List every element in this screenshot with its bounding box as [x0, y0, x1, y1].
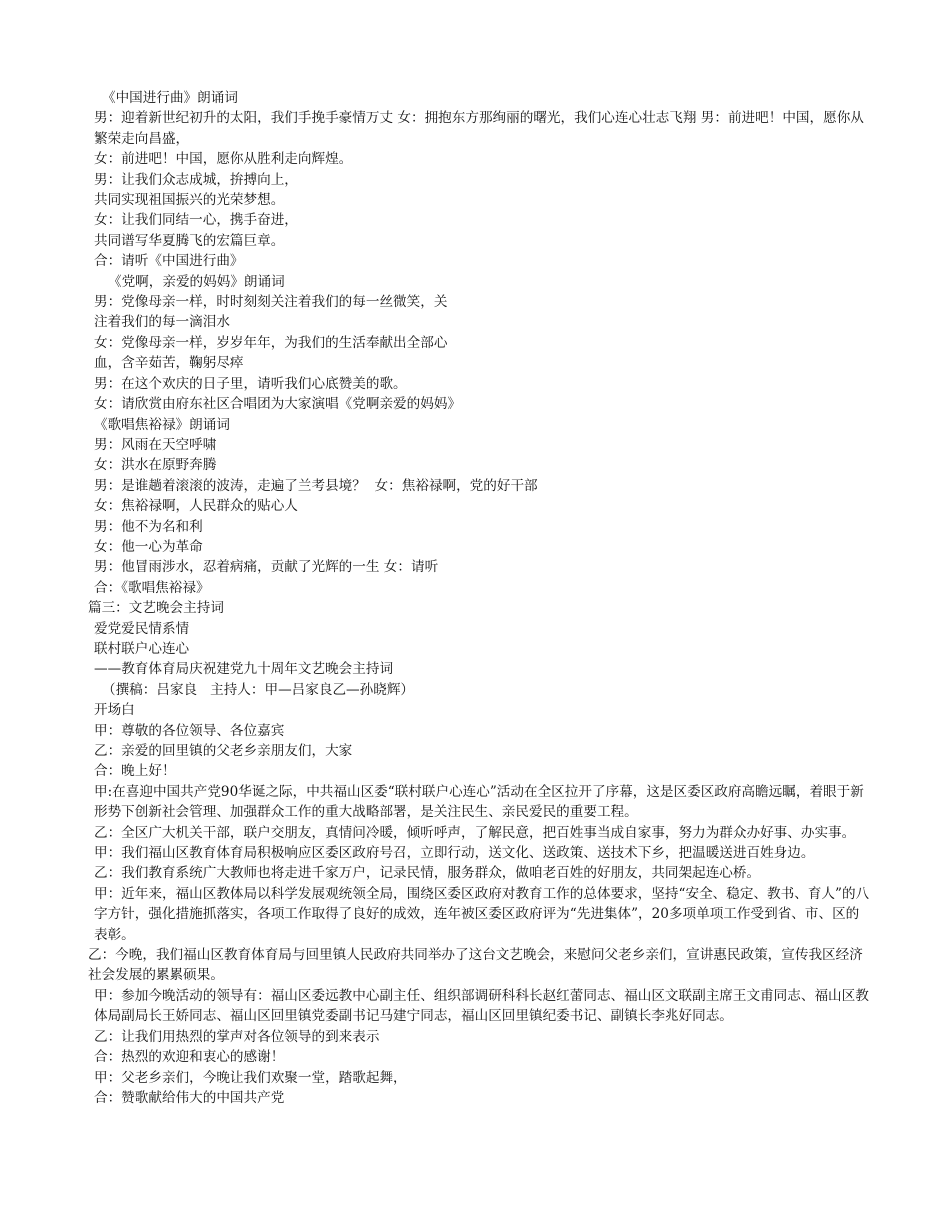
text-line: 男：风雨在天空呼啸 [94, 436, 217, 453]
section-heading: 篇三：文艺晚会主持词 [88, 600, 224, 617]
text-line: 合：《歌唱焦裕禄》 [94, 579, 210, 596]
text-line: 开场白 [94, 702, 135, 719]
text-line: 女：焦裕禄啊，人民群众的贴心人 [94, 498, 298, 515]
text-line: 联村联户心连心 [94, 640, 190, 657]
text-line: 女：党像母亲一样，岁岁年年，为我们的生活奉献出全部心 [94, 334, 448, 351]
document-page [88, 88, 870, 1108]
poem-title-jiao-yulu: 《歌唱焦裕禄》朗诵词 [94, 416, 230, 433]
text-line: 爱党爱民情系情 [94, 620, 190, 637]
text-line: 注着我们的每一滴泪水 [94, 314, 230, 331]
text-paragraph: 甲：近年来，福山区教体局以科学发展观统领全局，围绕区委区政府对教育工作的总体要求，坚持“安全、稳定、教书、育人”的八字方针，强化措施抓落实，各项工作取得了良好的成效，连年被区委区政府评为“先进集体”，20多项单项工作受到省、市、区的表彰。 [94, 885, 870, 943]
text-line: 共同谱写华夏腾飞的宏篇巨章。 [94, 232, 285, 249]
text-line: 乙：让我们用热烈的掌声对各位领导的到来表示 [94, 1028, 380, 1045]
text-paragraph: 甲:在喜迎中国共产党90华诞之际，中共福山区委“联村联户心连心”活动在全区拉开了序幕，这是区委区政府高瞻远瞩，着眼于新形势下创新社会管理、加强群众工作的重大战略部署，是关注民生、亲民爱民的重要工程。 [94, 783, 864, 821]
text-line: 女：让我们同结一心，携手奋进， [94, 212, 298, 229]
text-line: 男：党像母亲一样，时时刻刻关注着我们的每一丝微笑，关 [94, 294, 448, 311]
text-paragraph: 乙：我们教育系统广大教师也将走进千家万户，记录民情，服务群众，做咱老百姓的好朋友，共同架起连心桥。 [94, 865, 761, 882]
text-line: 男：他不为名和利 [94, 518, 203, 535]
text-line: 合：赞歌献给伟大的中国共产党 [94, 1089, 285, 1106]
text-line: 共同实现祖国振兴的光荣梦想。 [94, 192, 285, 209]
text-paragraph: 甲：我们福山区教育体育局积极响应区委区政府号召，立即行动，送文化、送政策、送技术下乡，把温暖送进百姓身边。 [94, 845, 815, 862]
text-line: 合：请听《中国进行曲》 [94, 253, 244, 270]
author-line: （撰稿：吕家良 主持人：甲—吕家良乙—孙晓辉） [102, 681, 415, 698]
poem-title-party-mother: 《党啊，亲爱的妈妈》朗诵词 [108, 273, 285, 290]
text-line: 女：他一心为革命 [94, 538, 203, 555]
text-line: 甲：父老乡亲们，今晚让我们欢聚一堂，踏歌起舞， [94, 1069, 407, 1086]
text-line: 合：晚上好！ [94, 763, 176, 780]
subtitle-line: ——教育体育局庆祝建党九十周年文艺晚会主持词 [94, 661, 394, 678]
text-line: 合：热烈的欢迎和衷心的感谢！ [94, 1049, 285, 1066]
text-line: 男：让我们众志成城，拚搏向上， [94, 171, 298, 188]
text-line: 男：迎着新世纪初升的太阳，我们手挽手豪情万丈 女：拥抱东方那绚丽的曙光，我们心连心壮志飞翔 男：前进吧！中国，愿你从繁荣走向昌盛， [94, 110, 864, 147]
text-line: 女：请欣赏由府东社区合唱团为大家演唱《党啊亲爱的妈妈》 [94, 396, 462, 413]
text-line: 男：他冒雨涉水，忍着病痛，贡献了光辉的一生 女：请听 [94, 559, 439, 576]
text-line: 血，含辛茹苦，鞠躬尽瘁 [94, 355, 244, 372]
text-line: 女：前进吧！中国，愿你从胜利走向辉煌。 [94, 151, 353, 168]
text-paragraph: 乙：今晚，我们福山区教育体育局与回里镇人民政府共同举办了这台文艺晚会，来慰问父老乡亲们，宣讲惠民政策，宣传我区经济社会发展的累累硕果。 [88, 947, 863, 984]
text-line: 乙：亲爱的回里镇的父老乡亲朋友们，大家 [94, 743, 353, 759]
text-line: 男：在这个欢庆的日子里，请听我们心底赞美的歌。 [94, 375, 407, 392]
text-line: 甲：尊敬的各位领导、各位嘉宾 [94, 722, 285, 739]
text-paragraph: 甲：参加今晚活动的领导有：福山区委远教中心副主任、组织部调研科科长赵红蕾同志、福山区文联副主席王文甫同志、福山区教体局副局长王娇同志、福山区回里镇党委副书记马建宁同志，福山区回里镇纪委书记、副镇长李兆好同志。 [94, 987, 869, 1025]
text-paragraph: 乙：全区广大机关干部，联户交朋友，真情问冷暖，倾听呼声，了解民意，把百姓事当成自家事，努力为群众办好事、办实事。 [94, 824, 856, 841]
poem-title-china-march: 《中国进行曲》朗诵词 [102, 90, 238, 106]
text-line: 男：是谁趟着滚滚的波涛，走遍了兰考县境？ 女：焦裕禄啊，党的好干部 [94, 477, 538, 494]
text-line: 女：洪水在原野奔腾 [94, 457, 217, 474]
